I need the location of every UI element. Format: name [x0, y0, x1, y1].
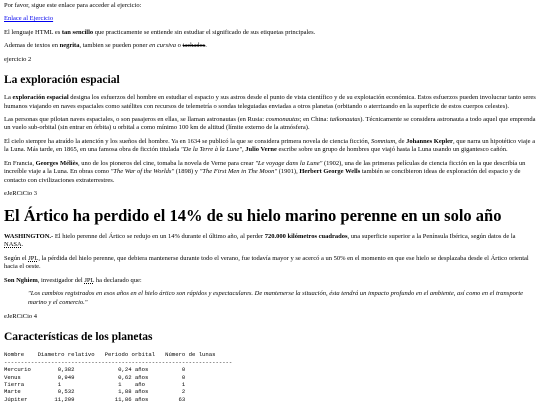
table-row: Mercurio 0,382 0,24 años 0 [4, 366, 186, 374]
quote-block: "Los cambios registrados en esos años en el hielo ártico son rápidos y espectaculares. De mantenerse la situación, ésta tendrá un impacto profundo en el ambiente, así como en el transporte marino y el comercio." [28, 290, 524, 306]
intro-text: Por favor, sigue este enlace para acceder al ejercicio: [4, 2, 142, 9]
paragraph-space-1: La exploración espacial designa los esfuerzos del hombre en estudiar el espacio y sus astros desde el punto de vista científico y de su explotación económica. Estos esfuerzos pueden involucrar tanto seres humanos viajando en naves espaciales como satélites con recursos de telemetría o sondas teleguiadas enviadas a otros planetas (orbitando o aterrizando en la superficie de estos cuerpos celestes). [4, 94, 536, 110]
table-row: Júpiter 11,209 11,86 años 63 [4, 395, 186, 403]
paragraph-arctic-2: Según el JPL, la pérdida del hielo perenne, que debiera mantenerse durante todo el verano, fue todavía mayor y se acercó a un 50% en el momento en que ese hielo se desplazaba desde el Ártico oriental hacia el oeste. [4, 254, 529, 271]
paragraph-arctic-3: Son Nghiem, investigador del JPL ha declarado que: [4, 276, 142, 284]
paragraph-space-4: En Francia, Georges Méliès, uno de los pioneros del cine, tomaba la novela de Verne para crear "Le voyage dans la Lune" (1902), una de las primeras películas de ciencia ficción en la que describía un increíble viaje a la Luna. En obras como "The War of the Worlds" (1898) y "The First Men in The Moon" (1901), Herbert George Wells también se concibieron ideas de exploración del espacio y de contacto con civilizaciones extraterrestres. [4, 159, 526, 184]
article-headline: El Ártico ha perdido el 14% de su hielo marino perenne en un solo año [4, 205, 502, 225]
table-row: Marte 0,532 1,88 años 2 [4, 388, 186, 396]
planets-table [4, 351, 536, 403]
paragraph-space-3: El cielo siempre ha atraído la atención y los sueños del hombre. Ya en 1634 se publicó la que se considera primera novela de ciencia ficción, Somnium, de Johannes Kepler, que narra un hipotético viaje a la Luna. Más tarde, en 1865, en una famosa obra de ficción titulada "De la Terre à la Lune", Julio Verne escribe sobre un grupo de hombres que viajó hasta la Luna usando un gigantesco cañón. [4, 137, 536, 154]
table-row: Nombre Diametro relativo Periodo orbital Número de lunas [4, 351, 216, 359]
table-row: -------------------------------------------------------------------- [4, 358, 233, 366]
exercise-label-2: ejercicio 2 [4, 55, 32, 63]
abbr-jpl: JPL [28, 254, 39, 262]
section-title-space: La exploración espacial [4, 74, 120, 87]
exercise-link[interactable]: Enlace al Ejercicio [4, 15, 54, 23]
exercise-label-4: eJeRCiCio 4 [4, 313, 38, 320]
paragraph-formats: Ademas de textos en negrita, tambien se pueden poner en cursiva o tachados. [4, 42, 207, 50]
table-row: Tierra 1 1 año 1 [4, 380, 186, 388]
paragraph-html: El lenguaje HTML es tan sencillo que practicamente se entiende sin estudiar el significado de sus etiquetas principales. [4, 28, 316, 36]
paragraph-space-2: Las personas que pilotan naves espaciales, o son pasajeros en ellas, se llaman astronautas (en Rusia: cosmonautas; en China: taikonautas). Técnicamente se considera astronauta a todo aquel que emprenda un vuelo sub-orbital (sin entrar en órbita) u orbital a como mínimo 100 km de altitud (límite externo de la atmósfera). [4, 116, 536, 132]
paragraph-arctic-1: WASHINGTON.- El hielo perenne del Ártico se redujo en un 14% durante el último año, al perder 720.000 kilómetros cuadrados, una superficie superior a la Península Ibérica, según datos de la NASA. [4, 232, 516, 249]
abbr-nasa: NASA [4, 241, 22, 249]
table-row: Venus 0,949 0,62 años 0 [4, 373, 186, 381]
bold-text: tan sencillo [61, 28, 94, 36]
section-title-planets: Características de los planetas [4, 331, 153, 344]
exercise-label-3: eJeRCiCio 3 [4, 190, 38, 198]
abbr-jpl-2: JPL [84, 276, 95, 284]
